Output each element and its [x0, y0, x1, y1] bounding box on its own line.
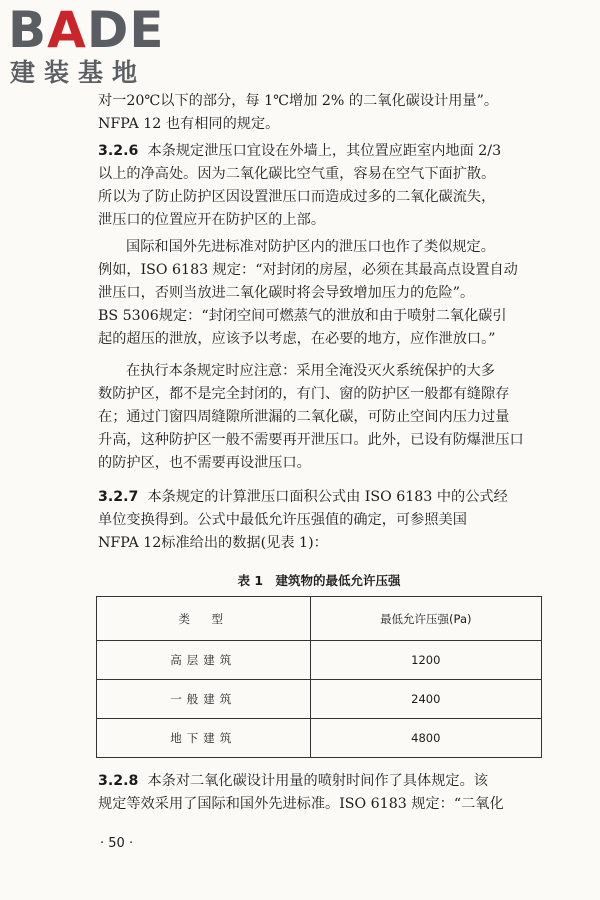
section-3-2-6-line: 3.2.6 本条规定泄压口宜设在外墙上，其位置应距室内地面 2/3: [98, 143, 502, 159]
page-number: · 50 ·: [100, 836, 134, 851]
text-line: 以上的净高处。因为二氧化碳比空气重，容易在空气下面扩散。: [98, 166, 496, 182]
logo-subtitle: 建装基地: [10, 58, 147, 87]
text-line: NFPA 12 也有相同的规定。: [98, 116, 280, 132]
text-line: 所以为了防止防护区因设置泄压口而造成过多的二氧化碳流失，: [98, 189, 496, 205]
text-line: 在；通过门窗四周缝隙所泄漏的二氧化碳，可防止空间内压力过量: [98, 409, 510, 425]
table-cell: 1200: [310, 641, 541, 680]
section-3-2-7-line: 3.2.7 本条规定的计算泄压口面积公式由 ISO 6183 中的公式经: [98, 489, 508, 505]
table-cell: 4800: [310, 719, 541, 758]
text-line: 数防护区，都不是完全封闭的，有门、窗的防护区一般都有缝隙存: [98, 386, 510, 402]
text-line: 泄压口的位置应开在防护区的上部。: [98, 212, 326, 228]
section-number: 3.2.6: [98, 143, 139, 159]
section-number: 3.2.7: [98, 489, 139, 505]
text-line: 对一20℃以下的部分，每 1℃增加 2% 的二氧化碳设计用量”。: [98, 93, 499, 109]
text-line: BS 5306规定：“封闭空间可燃蒸气的泄放和由于喷射二氧化碳引: [98, 308, 507, 324]
table-cell: 高层建筑: [97, 641, 311, 680]
text-line: NFPA 12标准给出的数据(见表 1)：: [98, 535, 328, 551]
pressure-table: [96, 596, 542, 758]
section-3-2-8-line: 3.2.8 本条对二氧化碳设计用量的喷射时间作了具体规定。该: [98, 773, 488, 789]
bade-logo: [8, 1, 188, 94]
text-line: 在执行本条规定时应注意：采用全淹没灭火系统保护的大多: [126, 363, 495, 379]
table-header-row: [97, 597, 542, 641]
text-line: 国际和国外先进标准对防护区内的泄压口也作了类似规定。: [126, 239, 495, 255]
table-caption: 表 1 建筑物的最低允许压强: [237, 573, 401, 588]
table-row: [97, 680, 542, 719]
table-cell: 2400: [310, 680, 541, 719]
section-number: 3.2.8: [98, 773, 139, 789]
table-row: [97, 719, 542, 758]
table-row: [97, 641, 542, 680]
table-cell: 一般建筑: [97, 680, 311, 719]
text-line: 的防护区，也不需要再设泄压口。: [98, 455, 311, 471]
text-line: 起的超压的泄放，应该予以考虑，在必要的地方，应作泄放口。”: [98, 331, 496, 347]
table-header-cell: 类 型: [97, 597, 311, 641]
logo-wordmark: BADE: [8, 1, 165, 59]
text-line: 规定等效采用了国际和国外先进标准。ISO 6183 规定：“二氧化: [98, 796, 504, 812]
text-line: 升高，这种防护区一般不需要再开泄压口。此外，已设有防爆泄压口: [98, 432, 524, 448]
text-line: 例如，ISO 6183 规定：“对封闭的房屋，必须在其最高点设置自动: [98, 262, 518, 278]
table-cell: 地下建筑: [97, 719, 311, 758]
text-line: 单位变换得到。公式中最低允许压强值的确定，可参照美国: [98, 512, 467, 528]
text-line: 泄压口，否则当放进二氧化碳时将会导致增加压力的危险”。: [98, 285, 475, 301]
table-header-cell: 最低允许压强(Pa): [310, 597, 541, 641]
